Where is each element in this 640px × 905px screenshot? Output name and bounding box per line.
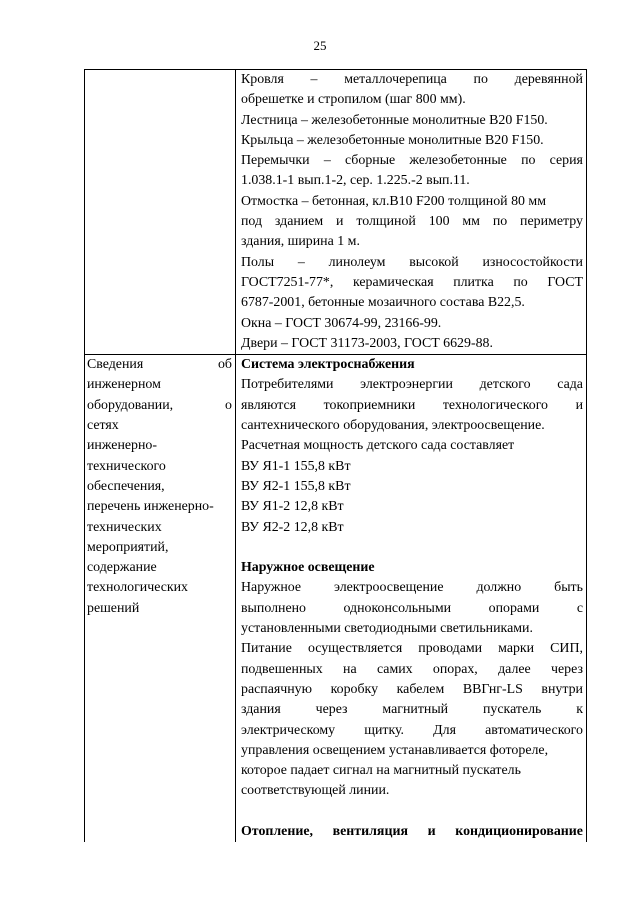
word: быть (554, 580, 583, 596)
word: пускатель (482, 702, 542, 718)
word: через (315, 702, 348, 718)
word: Перемычки (241, 153, 310, 169)
word: самих (376, 661, 413, 677)
text-line: содержание (87, 560, 157, 576)
text-line: Лестница – железобетонные монолитные В20 F150. (241, 112, 548, 128)
word: – (310, 72, 318, 87)
text-line: технических (87, 519, 162, 535)
word: Отопление, (241, 823, 313, 839)
word: являются (241, 397, 297, 413)
word: осуществляется (307, 641, 403, 657)
text-line (241, 721, 583, 741)
word: периметру (520, 214, 583, 230)
text-line: Двери – ГОСТ 31173-2003, ГОСТ 6629-88. (241, 335, 493, 351)
word: высокой (409, 254, 459, 270)
text-line: инженерно- (87, 438, 157, 454)
word: о (225, 397, 232, 413)
word: кондиционирование (455, 823, 583, 839)
word: по (513, 274, 528, 290)
row-1-left-cell (85, 70, 236, 355)
word: СИП, (550, 641, 583, 657)
word: по (492, 214, 508, 230)
text-line (241, 700, 583, 720)
text-line: обеспечения, (87, 478, 165, 494)
text-line: Расчетная мощность детского сада составляет (241, 438, 515, 454)
word: коробку (330, 681, 379, 697)
table-row (85, 355, 587, 843)
word: электроэнергии (360, 377, 453, 393)
text-line (241, 212, 583, 232)
word: с (576, 600, 583, 616)
text-line: 6787-2001, бетонные мозаичного состава В22,5. (241, 295, 525, 311)
word: по (521, 153, 536, 169)
word: детского (479, 377, 531, 393)
word: – (323, 153, 331, 169)
text-line (241, 639, 583, 659)
word: опорах, (432, 661, 478, 677)
word: оборудовании, (87, 397, 174, 413)
word: под (241, 214, 263, 230)
text-line (241, 599, 583, 619)
word: ВВГнг-LS (462, 681, 523, 697)
row-2-left-cell (85, 355, 236, 843)
word: сада (557, 377, 583, 393)
word: распаячную (241, 681, 313, 697)
text-line: сетях (87, 418, 119, 434)
text-line: ВУ Я2-1 155,8 кВт (241, 478, 351, 494)
word: марки (498, 641, 535, 657)
word: подвешенных (241, 661, 323, 677)
section-heading: Система электроснабжения (241, 357, 415, 373)
word: металлочерепица (344, 72, 447, 87)
word: по (473, 72, 488, 87)
word: Для (433, 722, 456, 738)
word: Наружное (241, 580, 302, 596)
word: плитка (453, 274, 494, 290)
word: Сведения (87, 357, 144, 373)
text-line (241, 375, 583, 395)
text-line: Отмостка – бетонная, кл.В10 F200 толщиной 80 мм (241, 193, 547, 209)
text-line: обрешетке и стропилом (шаг 800 мм). (241, 92, 466, 108)
text-line: решений (87, 600, 140, 616)
word: должно (476, 580, 522, 596)
word: опорами (488, 600, 540, 616)
text-line: инженерном (87, 377, 161, 393)
word: токоприемники (323, 397, 416, 413)
text-line: ВУ Я1-2 12,8 кВт (241, 499, 344, 515)
word: кабелем (396, 681, 445, 697)
text-line (241, 396, 583, 416)
word: износостойкости (482, 254, 583, 270)
word: вентиляция (332, 823, 408, 839)
text-line: Окна – ГОСТ 30674-99, 23166-99. (241, 315, 442, 331)
word: на (343, 661, 357, 677)
text-line: сантехнического оборудования, электроосвещение. (241, 418, 545, 434)
word: электрическому (241, 722, 336, 738)
word: зданием (274, 214, 324, 230)
text-line (87, 355, 232, 375)
text-line: 1.038.1-1 вып.1-2, сер. 1.225.-2 вып.11. (241, 173, 470, 189)
text-line: технического (87, 458, 166, 474)
text-line (87, 396, 232, 416)
word: Кровля (241, 72, 284, 87)
word: щитку. (364, 722, 405, 738)
word: выполнено (241, 600, 306, 616)
word: толщиной (356, 214, 416, 230)
text-line: которое падает сигнал на магнитный пускатель (241, 763, 521, 779)
word: и (427, 823, 436, 839)
text-line (241, 273, 583, 293)
text-line (241, 70, 583, 90)
word: внутри (541, 681, 583, 697)
word: железобетонные (409, 153, 507, 169)
row-1-right-cell (236, 70, 587, 355)
word: одноконсольными (343, 600, 452, 616)
text-line (241, 660, 583, 680)
word: деревянной (514, 72, 583, 87)
word: и (575, 397, 583, 413)
word: ГОСТ7251-77*, (241, 274, 334, 290)
row-2-right-cell (236, 355, 587, 843)
word: Полы (241, 254, 275, 270)
word: керамическая (352, 274, 434, 290)
specification-table (84, 69, 587, 842)
word: ГОСТ (547, 274, 583, 290)
text-line: управления освещением устанавливается фотореле, (241, 742, 549, 758)
word: Потребителями (241, 377, 334, 393)
word: к (576, 702, 583, 718)
text-line (241, 151, 583, 171)
blank-line (241, 802, 583, 822)
word: линолеум (328, 254, 386, 270)
word: 100 (428, 214, 450, 230)
page-number: 25 (313, 38, 327, 53)
text-line: перечень инженерно- (87, 499, 214, 515)
word: проводами (418, 641, 483, 657)
word: далее (498, 661, 531, 677)
word: Питание (241, 641, 292, 657)
text-line: Крыльца – железобетонные монолитные В20 F150. (241, 132, 544, 148)
word: магнитный (382, 702, 449, 718)
word: и (336, 214, 344, 230)
word: – (297, 254, 305, 270)
word: здания (241, 702, 281, 718)
word: мм (462, 214, 480, 230)
section-heading (241, 822, 583, 842)
word: об (217, 357, 232, 373)
blank-line (241, 538, 583, 558)
text-line (241, 578, 583, 598)
text-line (241, 253, 583, 273)
text-line: здания, ширина 1 м. (241, 234, 360, 250)
word: сборные (344, 153, 396, 169)
text-line: ВУ Я1-1 155,8 кВт (241, 458, 351, 474)
table-row (85, 70, 587, 355)
text-line: ВУ Я2-2 12,8 кВт (241, 519, 344, 535)
section-heading: Наружное освещение (241, 560, 375, 576)
word: электроосвещение (334, 580, 444, 596)
text-line (241, 680, 583, 700)
word: автоматического (485, 722, 583, 738)
text-line: соответствующей линии. (241, 783, 390, 799)
word: технологического (442, 397, 548, 413)
text-line: технологических (87, 580, 188, 596)
word: через (551, 661, 583, 677)
text-line: мероприятий, (87, 539, 169, 555)
word: серия (549, 153, 583, 169)
text-line: установленными светодиодными светильниками. (241, 621, 533, 637)
